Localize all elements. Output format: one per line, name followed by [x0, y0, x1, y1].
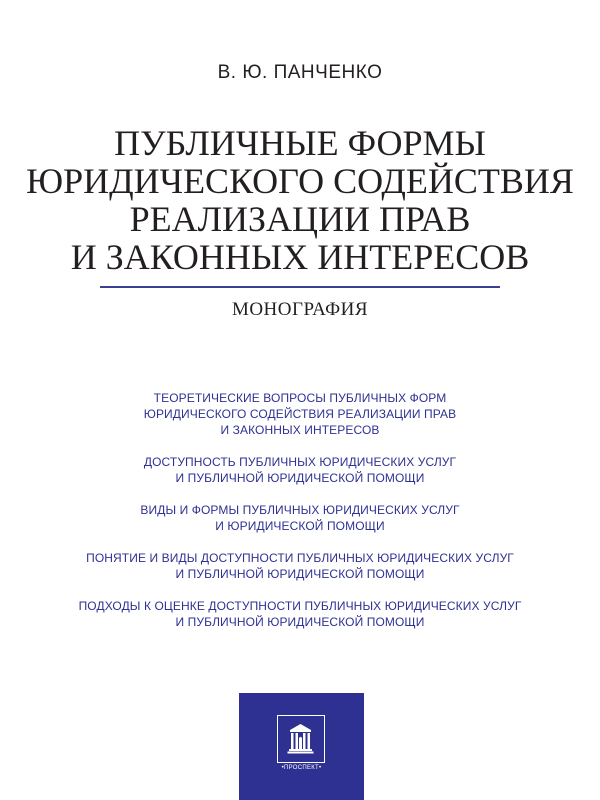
topic-line: ЮРИДИЧЕСКОГО СОДЕЙСТВИЯ РЕАЛИЗАЦИИ ПРАВ — [143, 407, 457, 421]
publisher-logo-block — [239, 693, 364, 800]
topic-item — [0, 454, 600, 486]
topic-line: И ПУБЛИЧНОЙ ЮРИДИЧЕСКОЙ ПОМОЩИ — [175, 567, 425, 581]
topic-line: ПОДХОДЫ К ОЦЕНКЕ ДОСТУПНОСТИ ПУБЛИЧНЫХ ЮРИДИЧЕСКИХ УСЛУГ — [78, 599, 522, 613]
topic-line: И ЮРИДИЧЕСКОЙ ПОМОЩИ — [215, 519, 385, 533]
topic-line: ВИДЫ И ФОРМЫ ПУБЛИЧНЫХ ЮРИДИЧЕСКИХ УСЛУГ — [140, 503, 460, 517]
topic-item — [0, 502, 600, 534]
topic-line: ПОНЯТИЕ И ВИДЫ ДОСТУПНОСТИ ПУБЛИЧНЫХ ЮРИДИЧЕСКИХ УСЛУГ — [86, 551, 514, 565]
topic-item — [0, 390, 600, 438]
title-line: ПУБЛИЧНЫЕ ФОРМЫ — [114, 123, 486, 163]
title-line: И ЗАКОННЫХ ИНТЕРЕСОВ — [70, 237, 530, 277]
publisher-name: •ПРОСПЕКТ• — [281, 765, 322, 771]
author-name: В. Ю. ПАНЧЕНКО — [217, 62, 383, 83]
title-line: ЮРИДИЧЕСКОГО СОДЕЙСТВИЯ — [26, 161, 574, 201]
topic-line: И ПУБЛИЧНОЙ ЮРИДИЧЕСКОЙ ПОМОЩИ — [175, 471, 425, 485]
book-title — [0, 124, 600, 276]
topic-line: И ПУБЛИЧНОЙ ЮРИДИЧЕСКОЙ ПОМОЩИ — [175, 615, 425, 629]
topic-item — [0, 598, 600, 630]
title-line: РЕАЛИЗАЦИИ ПРАВ — [129, 199, 471, 239]
topic-line: ДОСТУПНОСТЬ ПУБЛИЧНЫХ ЮРИДИЧЕСКИХ УСЛУГ — [143, 455, 457, 469]
book-genre: МОНОГРАФИЯ — [231, 299, 369, 320]
topic-line: И ЗАКОННЫХ ИНТЕРЕСОВ — [220, 423, 380, 437]
building-columns-logo-icon — [277, 715, 325, 763]
topic-item — [0, 550, 600, 582]
topics-list — [0, 390, 600, 646]
topic-line: ТЕОРЕТИЧЕСКИЕ ВОПРОСЫ ПУБЛИЧНЫХ ФОРМ — [153, 391, 447, 405]
title-divider — [100, 286, 500, 288]
